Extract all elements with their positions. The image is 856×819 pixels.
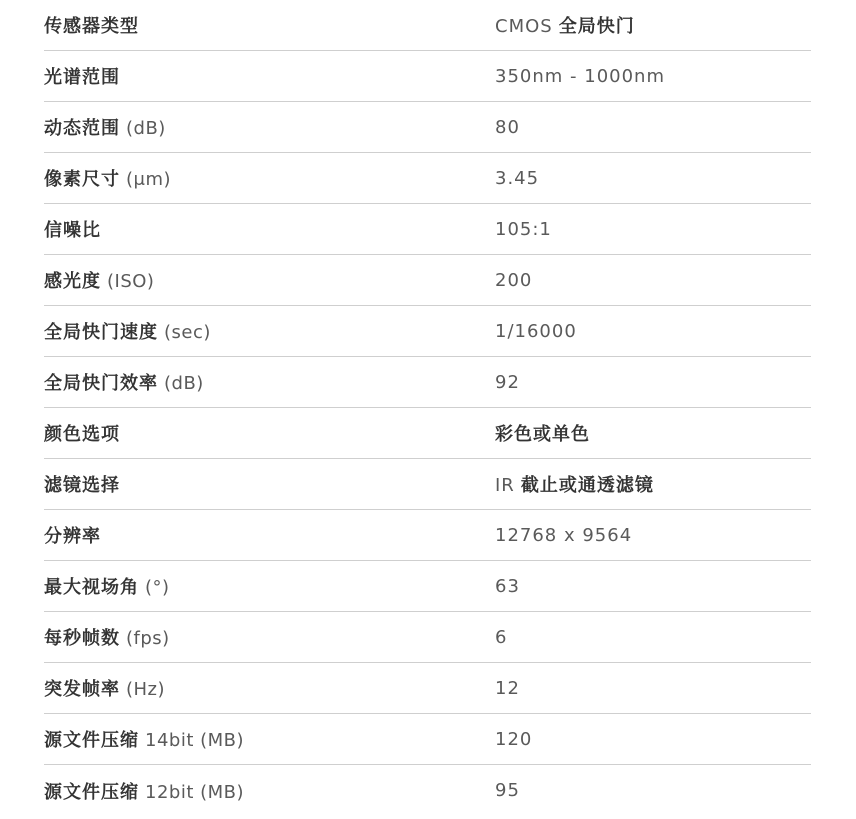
value-plain: 105:1	[495, 218, 552, 240]
spec-table	[44, 0, 811, 816]
value-plain: 3.45	[495, 167, 540, 189]
spec-row-iso	[44, 255, 811, 306]
label-unit: (sec)	[164, 322, 211, 343]
spec-label	[44, 114, 495, 140]
label-main: 像素尺寸	[44, 169, 120, 190]
label-main: 传感器类型	[44, 16, 139, 37]
spec-row-filter-options	[44, 459, 811, 510]
spec-label	[44, 573, 495, 599]
value-strong: 彩色或单色	[495, 424, 590, 445]
value-plain: 12	[495, 677, 520, 699]
spec-label	[44, 318, 495, 344]
spec-row-snr	[44, 204, 811, 255]
spec-label	[44, 778, 495, 804]
spec-label	[44, 420, 495, 446]
spec-label	[44, 471, 495, 497]
spec-value	[495, 219, 558, 240]
value-plain: IR	[495, 475, 515, 496]
label-unit: (fps)	[126, 628, 170, 649]
spec-row-dynamic-range	[44, 102, 811, 153]
spec-value	[495, 372, 526, 393]
spec-label	[44, 63, 495, 89]
label-main: 源文件压缩	[44, 730, 139, 751]
spec-value	[495, 678, 526, 699]
label-main: 滤镜选择	[44, 475, 120, 496]
value-plain: 350nm - 1000nm	[495, 65, 665, 87]
label-main: 全局快门速度	[44, 322, 158, 343]
spec-value	[495, 525, 638, 546]
spec-label	[44, 165, 495, 191]
spec-row-shutter-speed	[44, 306, 811, 357]
label-unit: 12bit (MB)	[145, 781, 245, 803]
label-main: 动态范围	[44, 118, 120, 139]
spec-value	[495, 729, 538, 750]
value-plain: 120	[495, 728, 533, 750]
spec-row-resolution	[44, 510, 811, 561]
spec-label	[44, 216, 495, 242]
spec-row-raw-12bit	[44, 765, 811, 816]
spec-label	[44, 675, 495, 701]
spec-row-shutter-efficiency	[44, 357, 811, 408]
spec-value	[495, 627, 513, 648]
spec-label	[44, 522, 495, 548]
spec-value	[495, 117, 526, 138]
label-unit: 14bit (MB)	[145, 730, 245, 751]
spec-value	[495, 66, 671, 87]
value-plain: 1/16000	[495, 320, 577, 342]
label-unit: (dB)	[126, 118, 166, 139]
spec-row-burst-rate	[44, 663, 811, 714]
label-main: 最大视场角	[44, 577, 139, 598]
spec-row-color-options	[44, 408, 811, 459]
spec-row-field-of-view	[44, 561, 811, 612]
spec-row-pixel-size	[44, 153, 811, 204]
spec-label	[44, 12, 495, 38]
spec-row-fps	[44, 612, 811, 663]
value-plain: 6	[495, 626, 508, 648]
spec-value	[495, 12, 635, 38]
value-plain: CMOS	[495, 16, 553, 37]
label-main: 全局快门效率	[44, 373, 158, 394]
spec-value	[495, 420, 590, 446]
spec-value	[495, 321, 583, 342]
value-strong: 截止或通透滤镜	[520, 475, 654, 496]
label-unit: (°)	[145, 577, 170, 598]
value-plain: 95	[495, 780, 520, 801]
label-unit: (ISO)	[107, 271, 155, 292]
label-main: 分辨率	[44, 526, 101, 547]
spec-value	[495, 576, 526, 597]
label-main: 每秒帧数	[44, 628, 120, 649]
label-unit: (μm)	[126, 169, 172, 190]
label-main: 光谱范围	[44, 67, 120, 88]
spec-label	[44, 726, 495, 752]
spec-value	[495, 780, 526, 801]
spec-label	[44, 369, 495, 395]
value-plain: 12768 x 9564	[495, 524, 633, 546]
value-strong: 全局快门	[558, 16, 635, 37]
label-unit: (Hz)	[126, 679, 166, 700]
value-plain: 92	[495, 371, 520, 393]
value-plain: 80	[495, 116, 520, 138]
spec-row-sensor-type	[44, 0, 811, 51]
spec-row-spectral-range	[44, 51, 811, 102]
label-main: 源文件压缩	[44, 781, 139, 803]
value-plain: 63	[495, 575, 520, 597]
label-main: 信噪比	[44, 220, 101, 241]
spec-label	[44, 624, 495, 650]
label-unit: (dB)	[164, 373, 204, 394]
spec-value	[495, 168, 545, 189]
spec-label	[44, 267, 495, 293]
value-plain: 200	[495, 269, 533, 291]
spec-row-raw-14bit	[44, 714, 811, 765]
label-main: 颜色选项	[44, 424, 120, 445]
label-main: 突发帧率	[44, 679, 120, 700]
label-main: 感光度	[44, 271, 101, 292]
spec-value	[495, 471, 654, 497]
spec-value	[495, 270, 538, 291]
